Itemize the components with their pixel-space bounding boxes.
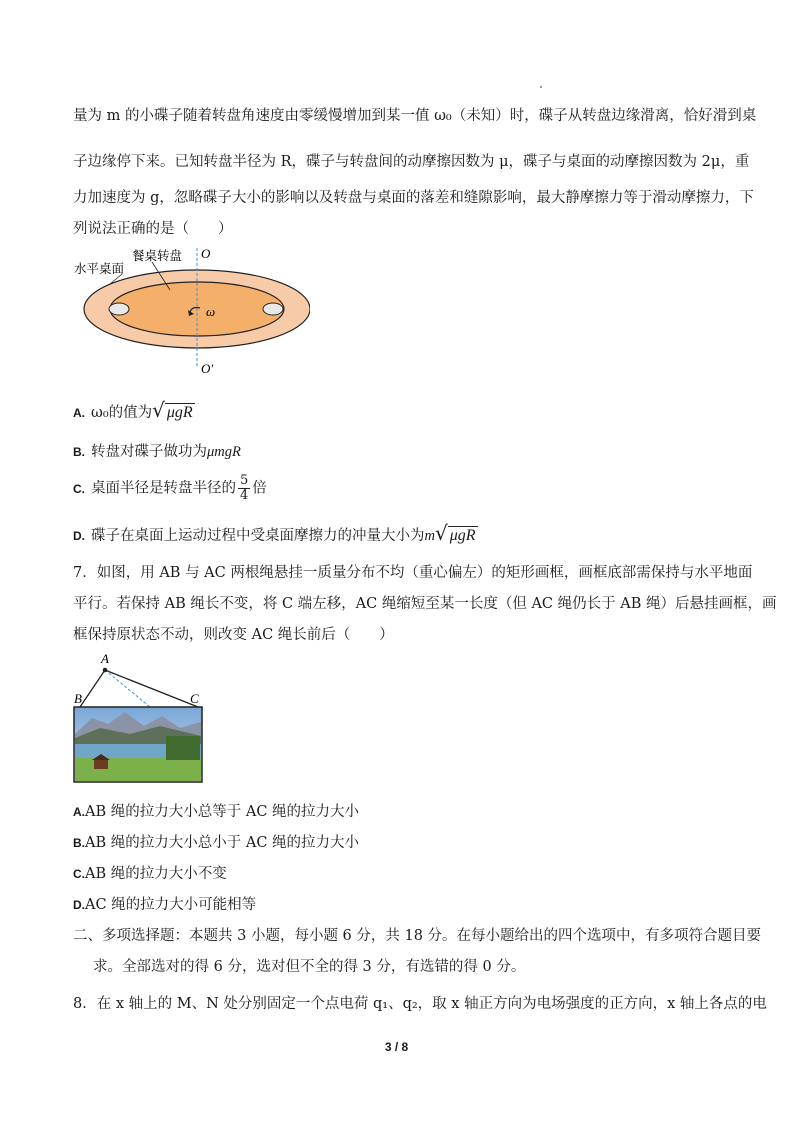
page-number: 3 / 8 [384, 1040, 409, 1054]
q7-line-2: 平行。若保持 AB 绳长不变，将 C 端左移，AC 绳缩短至某一长度（但 AC 绳仍长于 AB 绳）后悬挂画框，画 [73, 596, 777, 612]
q6-option-d: D. 碟子在桌面上运动过程中受桌面摩擦力的冲量大小为m√ μgR [73, 521, 476, 545]
turntable-figure [70, 240, 310, 380]
q6-option-a: A. ω₀的值为√ μgR [73, 398, 193, 422]
q7-option-d: D.AC 绳的拉力大小可能相等 [73, 897, 257, 913]
q7-option-a: A.AB 绳的拉力大小总等于 AC 绳的拉力大小 [73, 804, 360, 820]
q6-line-3: 力加速度为 g，忽略碟子大小的影响以及转盘与桌面的落差和缝隙影响，最大静摩擦力等于滑动摩擦力，下 [73, 190, 754, 206]
q6-line-2: 子边缘停下来。已知转盘半径为 R，碟子与转盘间的动摩擦因数为 μ，碟子与桌面的动摩擦因数为 2μ，重 [73, 154, 750, 170]
label-table: 水平桌面 [74, 261, 125, 276]
q6-option-c: C. 桌面半径是转盘半径的 $\frac{5}{4}$ 倍 [73, 473, 267, 503]
label-turntable: 餐桌转盘 [132, 248, 183, 263]
label-c: C [190, 691, 199, 706]
picture-frame-figure [70, 652, 210, 787]
q7-option-b: B.AB 绳的拉力大小总小于 AC 绳的拉力大小 [73, 835, 360, 851]
q7-line-3: 框保持原状态不动，则改变 AC 绳长前后（ ） [73, 627, 394, 643]
dish-right [263, 303, 283, 315]
label-b: B [74, 691, 82, 706]
q8-line-1: 8．在 x 轴上的 M、N 处分别固定一个点电荷 q₁、q₂，取 x 轴正方向为电场强度的正方向，x 轴上各点的电 [73, 996, 767, 1012]
point-a [103, 668, 108, 673]
section2-line-2: 求。全部选对的得 6 分，选对但不全的得 3 分，有选错的得 0 分。 [93, 959, 526, 975]
rope-ac [105, 670, 198, 707]
fraction-five-fourths: $\frac{5}{4}$ [240, 473, 249, 503]
q6-line-4: 列说法正确的是（ ） [73, 221, 233, 237]
q7-line-1: 7．如图，用 AB 与 AC 两根绳悬挂一质量分布不均（重心偏左）的矩形画框，画框底部需保持与水平地面 [73, 565, 753, 581]
label-a: A [101, 652, 109, 666]
scan-dot [540, 86, 542, 88]
landscape-painting [74, 707, 202, 782]
section2-line-1: 二、多项选择题：本题共 3 小题，每小题 6 分，共 18 分。在每小题给出的四个选项中，有多项符合题目要 [73, 928, 762, 944]
q6-option-b: B. 转盘对碟子做功为μmgR [73, 444, 241, 460]
q7-option-c: C.AB 绳的拉力大小不变 [73, 866, 227, 882]
rope-ac-shortened [105, 670, 150, 707]
label-omega: ω [206, 304, 216, 319]
label-o: O [201, 246, 211, 261]
dish-left [109, 303, 129, 315]
q6-line-1: 量为 m 的小碟子随着转盘角速度由零缓慢增加到某一值 ω₀（未知）时，碟子从转盘边缘滑离，恰好滑到桌 [73, 108, 757, 124]
rope-ab [80, 670, 105, 707]
label-o-prime: O′ [201, 361, 214, 376]
